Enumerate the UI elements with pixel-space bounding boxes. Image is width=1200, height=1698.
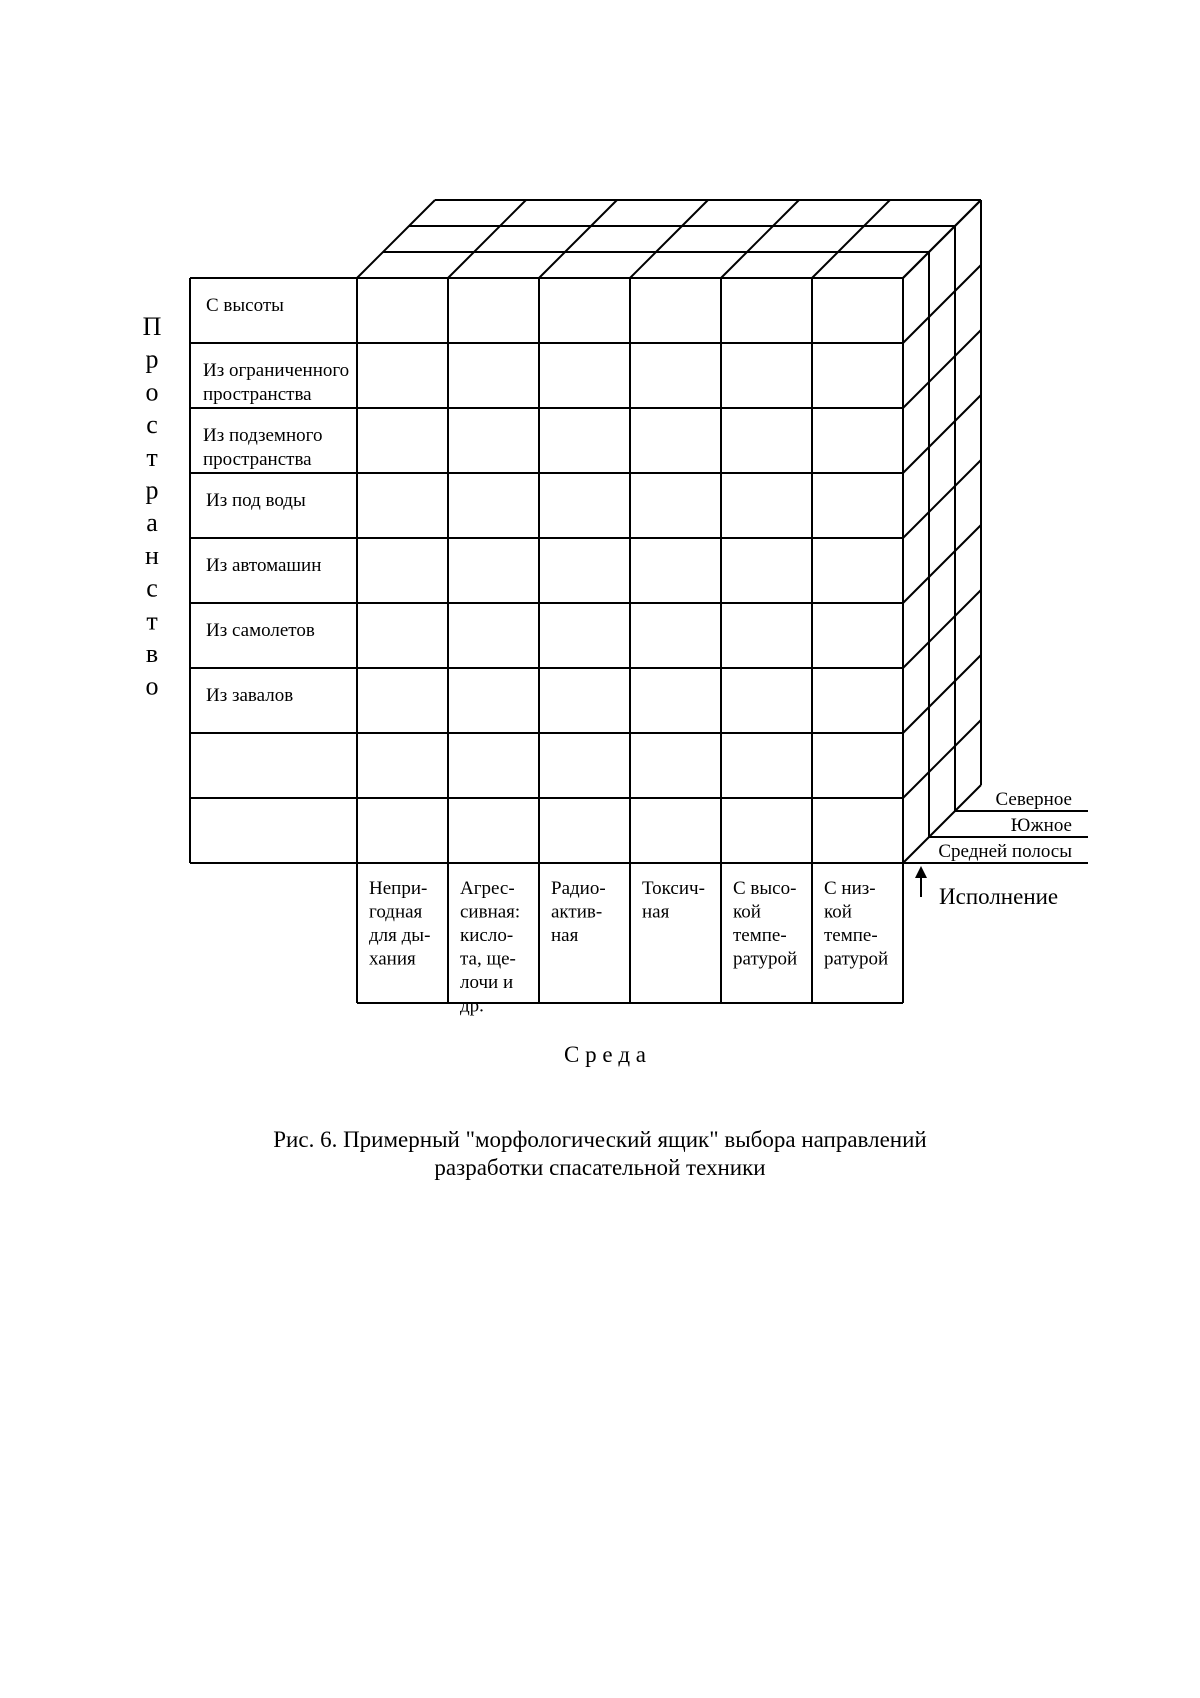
column-label: Агрес-сивная: кисло-та, ще-лочи и др. — [460, 878, 521, 1017]
depth-label: Средней полосы — [938, 841, 1072, 862]
vertical-axis-title — [143, 312, 162, 701]
depth-labels — [938, 789, 1072, 862]
row-label: Из самолетов — [206, 620, 315, 641]
column-label: Токсич-ная — [642, 878, 705, 923]
row-label: Из автомашин — [206, 555, 322, 576]
row-label: Из завалов — [206, 685, 294, 706]
figure-caption-line-2: разработки спасательной техники — [434, 1155, 766, 1180]
row-label: Из подземного пространства — [203, 425, 323, 470]
column-label: С высо-кой темпе-ратурой — [733, 878, 798, 970]
column-label: Радио-актив-ная — [551, 878, 606, 946]
row-label: Из под воды — [206, 490, 306, 511]
horizontal-axis-title: С р е д а — [564, 1042, 646, 1067]
row-label: С высоты — [206, 295, 284, 316]
row-labels — [203, 295, 349, 706]
column-labels — [369, 878, 888, 1017]
row-label: Из ограниченного пространства — [203, 360, 350, 405]
up-arrow-icon — [915, 866, 927, 897]
depth-label: Южное — [1010, 815, 1072, 836]
column-label: Непри-годная для ды-хания — [369, 878, 431, 970]
depth-axis-title: Исполнение — [939, 884, 1059, 909]
figure-caption-line-1: Рис. 6. Примерный "морфологический ящик" выбора направлений — [273, 1127, 927, 1152]
column-label: С низ-кой темпе-ратурой — [824, 878, 889, 970]
depth-label: Северное — [995, 789, 1072, 810]
svg-text:Пространство: П р о с т р а н с т в о — [142, 312, 162, 701]
